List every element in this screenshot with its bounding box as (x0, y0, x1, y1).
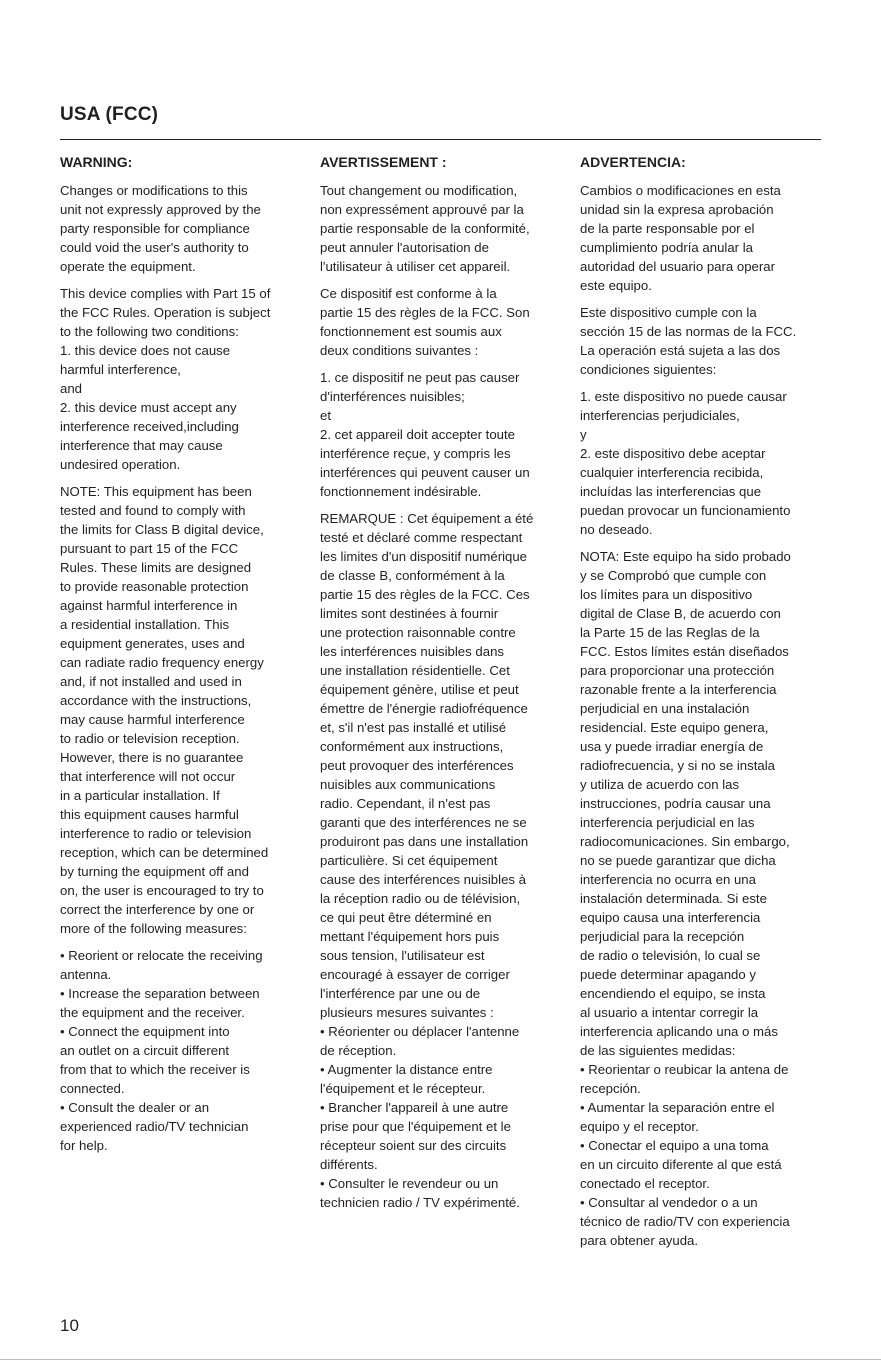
text-line: la réception radio ou de télévision, (320, 891, 521, 906)
text-line: to provide reasonable protection (60, 579, 249, 594)
text-line: correct the interference by one or (60, 902, 255, 917)
text-line: différents. (320, 1157, 378, 1172)
text-line: • Reorient or relocate the receiving (60, 948, 263, 963)
paragraph (580, 387, 825, 539)
text-line: Cambios o modificaciones en esta (580, 183, 781, 198)
text-line: experienced radio/TV technician (60, 1119, 249, 1134)
text-line: conectado el receptor. (580, 1176, 710, 1191)
paragraph (60, 181, 300, 276)
text-line: no deseado. (580, 522, 653, 537)
text-line: interference to radio or television (60, 826, 252, 841)
text-line: harmful interference, (60, 362, 181, 377)
text-line: condiciones siguientes: (580, 362, 717, 377)
text-line: • Brancher l'appareil à une autre (320, 1100, 509, 1115)
text-line: usa y puede irradiar energía de (580, 739, 764, 754)
text-line: prise pour que l'équipement et le (320, 1119, 511, 1134)
text-line: La operación está sujeta a las dos (580, 343, 781, 358)
text-line: ce qui peut être déterminé en (320, 910, 492, 925)
text-line: interferencias perjudiciales, (580, 408, 740, 423)
text-line: • Consultar al vendedor o a un (580, 1195, 758, 1210)
text-line: operate the equipment. (60, 259, 196, 274)
text-line: peut provoquer des interférences (320, 758, 514, 773)
text-line: partie 15 des règles de la FCC. Son (320, 305, 530, 320)
text-line: 1. ce dispositif ne peut pas causer (320, 370, 520, 385)
text-line: pursuant to part 15 of the FCC (60, 541, 239, 556)
text-line: more of the following measures: (60, 921, 247, 936)
text-line: y (580, 427, 587, 442)
text-line: testé et déclaré comme respectant (320, 530, 523, 545)
text-line: de classe B, conformément à la (320, 568, 505, 583)
text-line: Changes or modifications to this (60, 183, 248, 198)
text-line: • Conectar el equipo a una toma (580, 1138, 769, 1153)
text-line: une installation résidentielle. Cet (320, 663, 510, 678)
text-line: autoridad del usuario para operar (580, 259, 776, 274)
text-line: equipo causa una interferencia (580, 910, 761, 925)
paragraph (580, 303, 825, 379)
text-line: peut annuler l'autorisation de (320, 240, 489, 255)
text-line: by turning the equipment off and (60, 864, 249, 879)
text-line: • Augmenter la distance entre (320, 1062, 493, 1077)
text-line: l'interférence par une ou de (320, 986, 481, 1001)
text-line: récepteur soient sur des circuits (320, 1138, 507, 1153)
text-line: équipement génère, utilise et peut (320, 682, 519, 697)
text-line: nuisibles aux communications (320, 777, 496, 792)
column-heading: WARNING: (60, 154, 133, 170)
text-line: d'interférences nuisibles; (320, 389, 465, 404)
text-line: no se puede garantizar que dicha (580, 853, 776, 868)
text-line: et (320, 408, 331, 423)
text-line: the limits for Class B digital device, (60, 522, 264, 537)
text-line: y se Comprobó que cumple con (580, 568, 767, 583)
paragraph (580, 547, 825, 1250)
text-line: los límites para un dispositivo (580, 587, 753, 602)
text-line: deux conditions suivantes : (320, 343, 479, 358)
text-line: sección 15 de las normas de la FCC. (580, 324, 797, 339)
text-line: Este dispositivo cumple con la (580, 305, 757, 320)
text-line: et, s'il n'est pas installé et utilisé (320, 720, 507, 735)
text-line: la Parte 15 de las Reglas de la (580, 625, 760, 640)
text-line: accordance with the instructions, (60, 693, 252, 708)
text-line: partie 15 des règles de la FCC. Ces (320, 587, 530, 602)
text-line: sous tension, l'utilisateur est (320, 948, 485, 963)
text-line: cumplimiento podría anular la (580, 240, 753, 255)
text-line: unit not expressly approved by the (60, 202, 261, 217)
text-line: cause des interférences nuisibles à (320, 872, 526, 887)
text-line: digital de Clase B, de acuerdo con (580, 606, 781, 621)
text-line: interference that may cause (60, 438, 223, 453)
text-line: puede determinar apagando y (580, 967, 756, 982)
text-line: limites sont destinées à fournir (320, 606, 499, 621)
text-line: radiocomunicaciones. Sin embargo, (580, 834, 790, 849)
page-number: 10 (60, 1316, 79, 1335)
text-line: connected. (60, 1081, 125, 1096)
text-line: for help. (60, 1138, 108, 1153)
text-line: on, the user is encouraged to try to (60, 883, 264, 898)
text-line: interferencia perjudicial en las (580, 815, 755, 830)
text-line: in a particular installation. If (60, 788, 220, 803)
text-line: técnico de radio/TV con experiencia (580, 1214, 790, 1229)
text-line: • Reorientar o reubicar la antena de (580, 1062, 789, 1077)
text-line: este equipo. (580, 278, 652, 293)
text-line: to radio or television reception. (60, 731, 240, 746)
paragraph (580, 181, 825, 295)
text-line: REMARQUE : Cet équipement a été (320, 511, 534, 526)
text-line: encouragé à essayer de corriger (320, 967, 510, 982)
text-line: and (60, 381, 83, 396)
text-line: 1. este dispositivo no puede causar (580, 389, 787, 404)
text-line: residencial. Este equipo genera, (580, 720, 769, 735)
text-line: to the following two conditions: (60, 324, 239, 339)
paragraph (60, 946, 300, 1155)
paragraph (60, 482, 300, 938)
text-line: • Consulter le revendeur ou un (320, 1176, 499, 1191)
text-line: razonable frente a la interferencia (580, 682, 777, 697)
text-line: equipo y el receptor. (580, 1119, 699, 1134)
text-line: Tout changement ou modification, (320, 183, 518, 198)
text-line: para obtener ayuda. (580, 1233, 699, 1248)
text-line: non expressément approuvé par la (320, 202, 524, 217)
text-line: technicien radio / TV expérimenté. (320, 1195, 520, 1210)
text-line: 2. this device must accept any (60, 400, 237, 415)
text-line: en un circuito diferente al que está (580, 1157, 782, 1172)
text-line: the FCC Rules. Operation is subject (60, 305, 271, 320)
column-spanish (580, 153, 825, 1258)
column-french (320, 153, 564, 1220)
text-line: This device complies with Part 15 of (60, 286, 271, 301)
text-line: l'utilisateur à utiliser cet appareil. (320, 259, 511, 274)
paragraph (320, 368, 564, 501)
text-line: antenna. (60, 967, 112, 982)
text-line: NOTA: Este equipo ha sido probado (580, 549, 791, 564)
text-line: interférence reçue, y compris les (320, 446, 511, 461)
text-line: encendiendo el equipo, se insta (580, 986, 766, 1001)
text-line: perjudicial para la recepción (580, 929, 745, 944)
text-line: une protection raisonnable contre (320, 625, 516, 640)
text-line: an outlet on a circuit different (60, 1043, 230, 1058)
text-line: that interference will not occur (60, 769, 236, 784)
column-body (60, 181, 300, 1155)
paragraph (320, 181, 564, 276)
text-line: puedan provocar un funcionamiento (580, 503, 791, 518)
paragraph (320, 284, 564, 360)
text-line: against harmful interference in (60, 598, 238, 613)
text-line: • Aumentar la separación entre el (580, 1100, 775, 1115)
text-line: conformément aux instructions, (320, 739, 504, 754)
text-line: instalación determinada. Si este (580, 891, 767, 906)
text-line: de la parte responsable por el (580, 221, 755, 236)
text-line: this equipment causes harmful (60, 807, 239, 822)
text-line: de réception. (320, 1043, 397, 1058)
text-line: instrucciones, podría causar una (580, 796, 771, 811)
text-line: undesired operation. (60, 457, 181, 472)
text-line: garanti que des interférences ne se (320, 815, 527, 830)
text-line: reception, which can be determined (60, 845, 269, 860)
text-line: interferencia no ocurra en una (580, 872, 756, 887)
bottom-divider (0, 1359, 881, 1360)
text-line: unidad sin la expresa aprobación (580, 202, 774, 217)
text-line: l'équipement et le récepteur. (320, 1081, 486, 1096)
text-line: 2. cet appareil doit accepter toute (320, 427, 516, 442)
paragraph (60, 284, 300, 474)
text-line: However, there is no guarantee (60, 750, 244, 765)
column-english (60, 153, 300, 1163)
text-line: • Connect the equipment into (60, 1024, 230, 1039)
text-line: cualquier interferencia recibida, (580, 465, 764, 480)
text-line: radio. Cependant, il n'est pas (320, 796, 491, 811)
text-line: fonctionnement indésirable. (320, 484, 482, 499)
text-line: para proporcionar una protección (580, 663, 775, 678)
column-heading: AVERTISSEMENT : (320, 154, 447, 170)
text-line: NOTE: This equipment has been (60, 484, 252, 499)
text-line: de las siguientes medidas: (580, 1043, 736, 1058)
text-line: les interférences nuisibles dans (320, 644, 504, 659)
page-title: USA (FCC) (60, 104, 159, 125)
text-line: Ce dispositif est conforme à la (320, 286, 497, 301)
column-heading: ADVERTENCIA: (580, 154, 686, 170)
paragraph (320, 509, 564, 1212)
column-body (320, 181, 564, 1212)
text-line: 1. this device does not cause (60, 343, 231, 358)
text-line: les limites d'un dispositif numérique (320, 549, 528, 564)
text-line: plusieurs mesures suivantes : (320, 1005, 494, 1020)
text-line: tested and found to comply with (60, 503, 246, 518)
text-line: 2. este dispositivo debe aceptar (580, 446, 766, 461)
text-line: al usuario a intentar corregir la (580, 1005, 759, 1020)
text-line: may cause harmful interference (60, 712, 245, 727)
text-line: interferencia aplicando una o más (580, 1024, 778, 1039)
text-line: produiront pas dans une installation (320, 834, 529, 849)
text-line: a residential installation. This (60, 617, 230, 632)
text-line: Rules. These limits are designed (60, 560, 252, 575)
text-line: the equipment and the receiver. (60, 1005, 245, 1020)
text-line: de radio o televisión, lo cual se (580, 948, 761, 963)
text-line: FCC. Estos límites están diseñados (580, 644, 789, 659)
text-line: perjudicial en una instalación (580, 701, 750, 716)
text-line: • Increase the separation between (60, 986, 260, 1001)
text-line: interference received,including (60, 419, 239, 434)
title-divider (60, 139, 821, 140)
text-line: can radiate radio frequency energy (60, 655, 264, 670)
text-line: particulière. Si cet équipement (320, 853, 498, 868)
text-line: partie responsable de la conformité, (320, 221, 530, 236)
text-line: recepción. (580, 1081, 641, 1096)
column-body (580, 181, 825, 1250)
text-line: from that to which the receiver is (60, 1062, 250, 1077)
text-line: fonctionnement est soumis aux (320, 324, 502, 339)
text-line: party responsible for compliance (60, 221, 250, 236)
text-line: y utiliza de acuerdo con las (580, 777, 740, 792)
text-line: émettre de l'énergie radiofréquence (320, 701, 528, 716)
text-line: equipment generates, uses and (60, 636, 245, 651)
text-line: • Consult the dealer or an (60, 1100, 210, 1115)
text-line: mettant l'équipement hors puis (320, 929, 500, 944)
text-line: interférences qui peuvent causer un (320, 465, 530, 480)
text-line: • Réorienter ou déplacer l'antenne (320, 1024, 520, 1039)
text-line: radiofrecuencia, y si no se instala (580, 758, 775, 773)
text-line: could void the user's authority to (60, 240, 249, 255)
text-line: incluídas las interferencias que (580, 484, 762, 499)
text-line: and, if not installed and used in (60, 674, 242, 689)
